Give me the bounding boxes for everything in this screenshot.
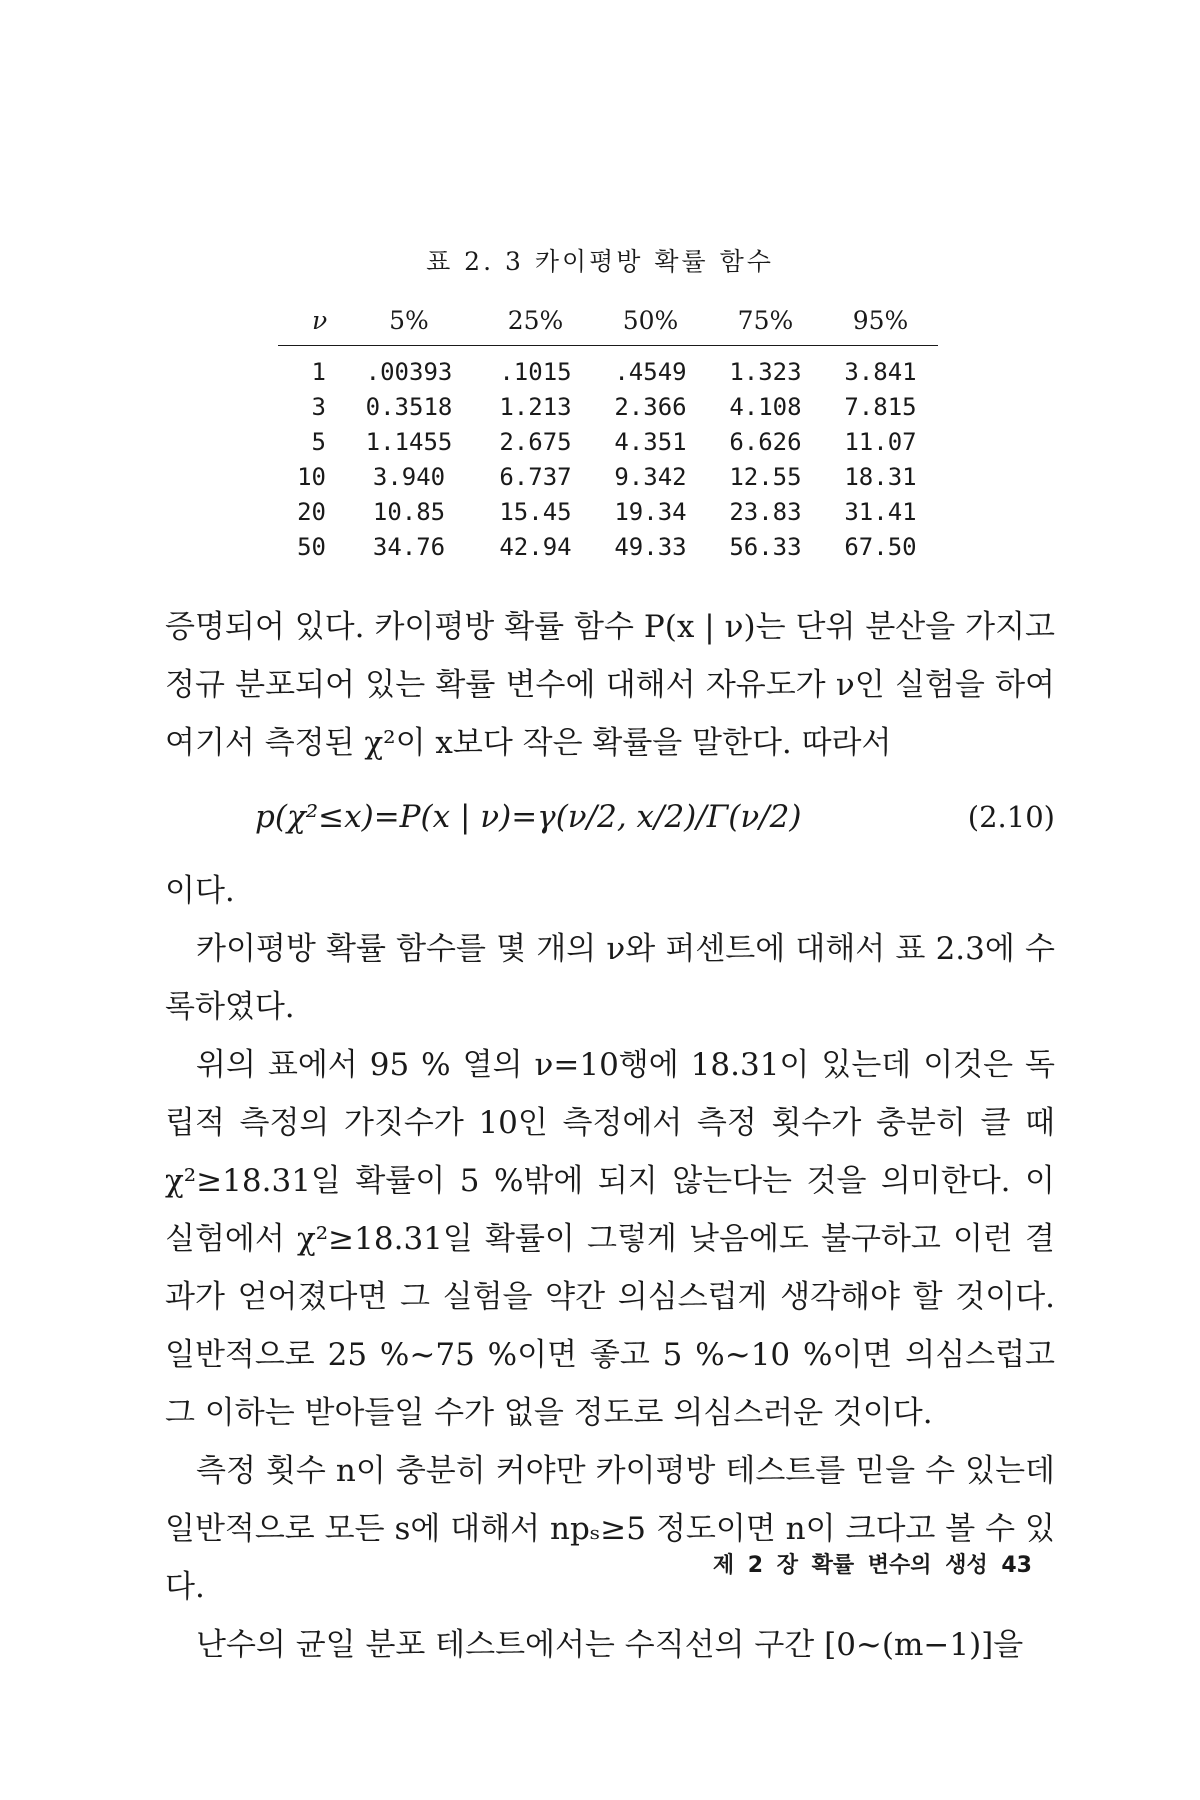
equation-block (165, 772, 1055, 862)
table-row (278, 459, 938, 494)
table-cell: 50 (297, 532, 326, 561)
table-cell: 15.45 (499, 497, 572, 526)
table-cell: 18.31 (844, 462, 917, 491)
paragraph: 카이평방 확률 함수를 몇 개의 ν와 퍼센트에 대해서 표 2.3에 수록하였다. (165, 931, 1055, 1025)
table-cell: 4.108 (729, 392, 802, 421)
table-cell: 7.815 (844, 392, 917, 421)
equation: p(χ²≤x)=P(x | ν)=γ(ν/2, x/2)/Γ(ν/2) (255, 799, 802, 835)
page-footer (713, 1548, 1032, 1579)
table-cell: 42.94 (499, 532, 572, 561)
table-caption: 표 2. 3 카이평방 확률 함수 (426, 247, 774, 276)
table-cell: 1.323 (729, 357, 802, 386)
table-cell: 6.737 (499, 462, 572, 491)
table-cell: 9.342 (614, 462, 687, 491)
paragraph: 이다. (165, 873, 235, 909)
table-cell: 19.34 (614, 497, 687, 526)
table-cell: 0.3518 (365, 392, 453, 421)
table-cell: 49.33 (614, 532, 687, 561)
table-cell: 1.1455 (365, 427, 453, 456)
table-cell: .4549 (614, 357, 687, 386)
equation-number: (2.10) (967, 800, 1055, 834)
page-number: 43 (1001, 1553, 1032, 1578)
table-cell: 31.41 (844, 497, 917, 526)
table-row (278, 494, 938, 529)
paragraph: 증명되어 있다. 카이평방 확률 함수 P(x | ν)는 단위 분산을 가지고 정규 분포되어 있는 확률 변수에 대해서 자유도가 ν인 실험을 하여 여기서 측정된 χ²이 x보다 작은 확률을 말한다. 따라서 (165, 609, 1055, 761)
paragraph: 난수의 균일 분포 테스트에서는 수직선의 구간 [0~(m−1)]을 (196, 1627, 1024, 1663)
table-cell: 2.675 (499, 427, 572, 456)
table-row (278, 424, 938, 459)
table-cell: 56.33 (729, 532, 802, 561)
table-cell: 2.366 (614, 392, 687, 421)
table-cell: 1.213 (499, 392, 572, 421)
table-cell: 20 (297, 497, 326, 526)
table-cell: 6.626 (729, 427, 802, 456)
table-cell: 23.83 (729, 497, 802, 526)
table-cell: 34.76 (372, 532, 446, 561)
body-text (165, 598, 1055, 1674)
table-cell: 3 (311, 392, 326, 421)
paragraph: 측정 횟수 n이 충분히 커야만 카이평방 테스트를 믿을 수 있는데 일반적으로 모든 s에 대해서 npₛ≥5 정도이면 n이 크다고 볼 수 있다. (165, 1453, 1055, 1605)
table-cell: 1 (311, 357, 326, 386)
column-header-nu: ν (278, 300, 340, 346)
table-header-row (278, 300, 938, 346)
column-header-5: 5% (340, 300, 478, 346)
column-header-75: 75% (708, 300, 823, 346)
table-cell: 10.85 (372, 497, 446, 526)
table-cell: 3.940 (372, 462, 446, 491)
table-row (278, 389, 938, 424)
chapter-title: 제 2 장 확률 변수의 생성 (712, 1553, 988, 1578)
table-cell: 3.841 (844, 357, 917, 386)
table-cell: .00393 (365, 357, 453, 386)
table-row (278, 346, 938, 390)
table-cell: 67.50 (844, 532, 917, 561)
column-header-25: 25% (478, 300, 593, 346)
table-cell: 12.55 (729, 462, 802, 491)
table-cell: .1015 (499, 357, 572, 386)
table-row (278, 529, 938, 564)
paragraph: 위의 표에서 95 % 열의 ν=10행에 18.31이 있는데 이것은 독립적 측정의 가짓수가 10인 측정에서 측정 횟수가 충분히 클 때 χ²≥18.31일 확률이 5 %밖에 되지 않는다는 것을 의미한다. 이 실험에서 χ²≥18.31일 확률이 그렇게 낮음에도 불구하고 이런 결과가 얻어졌다면 그 실험을 약간 의심스럽게 생각해야 할 것이다. 일반적으로 25 %~75 %이면 좋고 5 %~10 %이면 의심스럽고 그 이하는 받아들일 수가 없을 정도로 의심스러운 것이다. (165, 1047, 1055, 1431)
column-header-50: 50% (593, 300, 708, 346)
chi-square-table (278, 300, 938, 564)
column-header-95: 95% (823, 300, 938, 346)
table-cell: 10 (297, 462, 326, 491)
table-cell: 11.07 (844, 427, 917, 456)
table-cell: 5 (311, 427, 326, 456)
table-cell: 4.351 (614, 427, 687, 456)
